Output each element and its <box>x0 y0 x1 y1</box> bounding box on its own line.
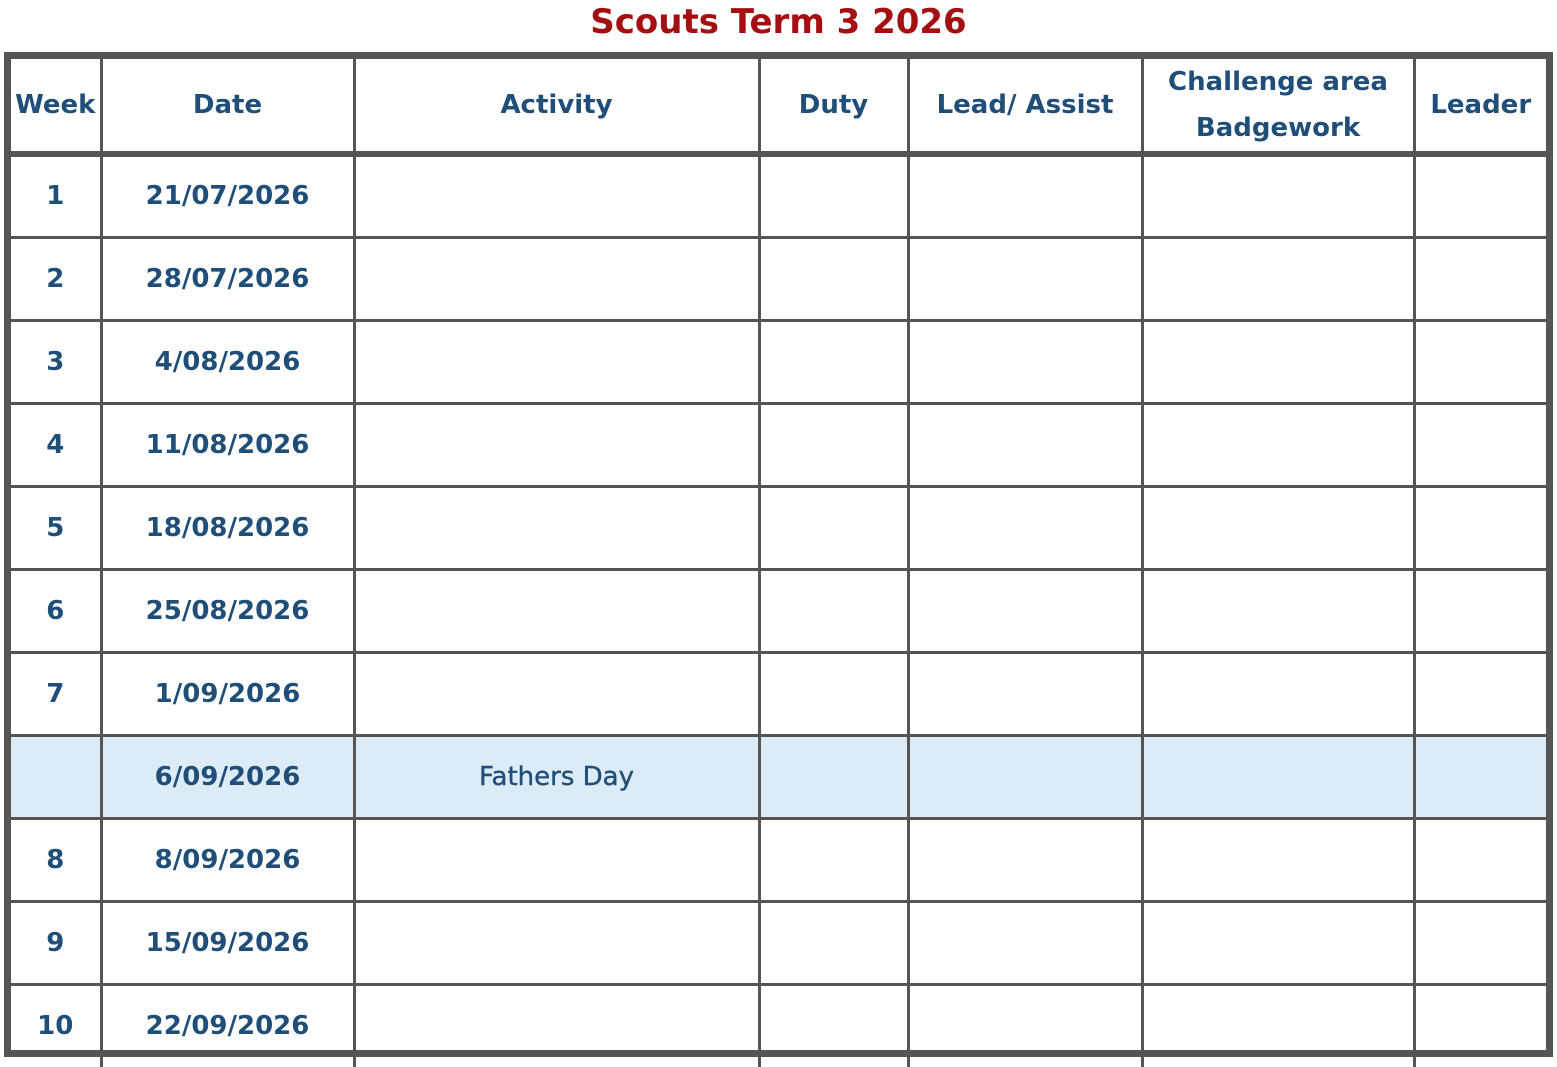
header-challenge-line1: Challenge area <box>1168 67 1388 97</box>
date-cell: 28/07/2026 <box>101 237 354 320</box>
challenge-cell[interactable] <box>1142 320 1414 403</box>
duty-cell[interactable] <box>759 154 908 237</box>
header-lead-assist: Lead/ Assist <box>908 59 1142 154</box>
week-cell: 6 <box>11 569 101 652</box>
leader-cell[interactable] <box>1414 237 1546 320</box>
lead-assist-cell[interactable] <box>908 735 1142 818</box>
challenge-cell[interactable] <box>1142 984 1414 1067</box>
date-cell: 11/08/2026 <box>101 403 354 486</box>
week-cell: 9 <box>11 901 101 984</box>
leader-cell[interactable] <box>1414 901 1546 984</box>
date-cell: 25/08/2026 <box>101 569 354 652</box>
duty-cell[interactable] <box>759 818 908 901</box>
week-cell: 4 <box>11 403 101 486</box>
leader-cell[interactable] <box>1414 818 1546 901</box>
duty-cell[interactable] <box>759 652 908 735</box>
schedule-table <box>11 59 1546 1067</box>
week-cell: 5 <box>11 486 101 569</box>
table-row <box>11 652 1546 735</box>
date-cell: 18/08/2026 <box>101 486 354 569</box>
duty-cell[interactable] <box>759 403 908 486</box>
activity-cell[interactable]: Fathers Day <box>354 735 759 818</box>
challenge-cell[interactable] <box>1142 901 1414 984</box>
header-week: Week <box>11 59 101 154</box>
table-row <box>11 818 1546 901</box>
lead-assist-cell[interactable] <box>908 154 1142 237</box>
leader-cell[interactable] <box>1414 403 1546 486</box>
header-challenge-area <box>1142 59 1414 154</box>
duty-cell[interactable] <box>759 320 908 403</box>
duty-cell[interactable] <box>759 486 908 569</box>
activity-cell[interactable] <box>354 320 759 403</box>
header-date: Date <box>101 59 354 154</box>
week-cell <box>11 735 101 818</box>
leader-cell[interactable] <box>1414 154 1546 237</box>
lead-assist-cell[interactable] <box>908 818 1142 901</box>
date-cell: 6/09/2026 <box>101 735 354 818</box>
activity-cell[interactable] <box>354 403 759 486</box>
table-row <box>11 486 1546 569</box>
leader-cell[interactable] <box>1414 652 1546 735</box>
header-duty: Duty <box>759 59 908 154</box>
table-row-holiday <box>11 735 1546 818</box>
activity-cell[interactable] <box>354 569 759 652</box>
activity-cell[interactable] <box>354 237 759 320</box>
duty-cell[interactable] <box>759 984 908 1067</box>
table-row <box>11 320 1546 403</box>
duty-cell[interactable] <box>759 735 908 818</box>
table-row <box>11 984 1546 1067</box>
page-title: Scouts Term 3 2026 <box>590 2 967 42</box>
header-activity: Activity <box>354 59 759 154</box>
date-cell: 21/07/2026 <box>101 154 354 237</box>
header-leader: Leader <box>1414 59 1546 154</box>
leader-cell[interactable] <box>1414 984 1546 1067</box>
challenge-cell[interactable] <box>1142 237 1414 320</box>
activity-cell[interactable] <box>354 818 759 901</box>
date-cell: 1/09/2026 <box>101 652 354 735</box>
date-cell: 15/09/2026 <box>101 901 354 984</box>
activity-cell[interactable] <box>354 652 759 735</box>
table-row <box>11 237 1546 320</box>
table-row <box>11 154 1546 237</box>
challenge-cell[interactable] <box>1142 735 1414 818</box>
challenge-cell[interactable] <box>1142 652 1414 735</box>
lead-assist-cell[interactable] <box>908 984 1142 1067</box>
challenge-cell[interactable] <box>1142 818 1414 901</box>
leader-cell[interactable] <box>1414 735 1546 818</box>
duty-cell[interactable] <box>759 237 908 320</box>
week-cell: 8 <box>11 818 101 901</box>
activity-cell[interactable] <box>354 901 759 984</box>
table-row <box>11 403 1546 486</box>
challenge-cell[interactable] <box>1142 403 1414 486</box>
leader-cell[interactable] <box>1414 569 1546 652</box>
activity-cell[interactable] <box>354 984 759 1067</box>
leader-cell[interactable] <box>1414 486 1546 569</box>
header-row <box>11 59 1546 154</box>
leader-cell[interactable] <box>1414 320 1546 403</box>
challenge-cell[interactable] <box>1142 569 1414 652</box>
schedule-table-frame <box>4 52 1553 1057</box>
lead-assist-cell[interactable] <box>908 569 1142 652</box>
challenge-cell[interactable] <box>1142 486 1414 569</box>
lead-assist-cell[interactable] <box>908 320 1142 403</box>
date-cell: 8/09/2026 <box>101 818 354 901</box>
lead-assist-cell[interactable] <box>908 237 1142 320</box>
lead-assist-cell[interactable] <box>908 486 1142 569</box>
duty-cell[interactable] <box>759 569 908 652</box>
date-cell: 4/08/2026 <box>101 320 354 403</box>
week-cell: 3 <box>11 320 101 403</box>
week-cell: 2 <box>11 237 101 320</box>
duty-cell[interactable] <box>759 901 908 984</box>
lead-assist-cell[interactable] <box>908 652 1142 735</box>
table-row <box>11 901 1546 984</box>
challenge-cell[interactable] <box>1142 154 1414 237</box>
date-cell: 22/09/2026 <box>101 984 354 1067</box>
week-cell: 10 <box>11 984 101 1067</box>
table-row <box>11 569 1546 652</box>
header-challenge-line2: Badgework <box>1195 113 1361 143</box>
activity-cell[interactable] <box>354 486 759 569</box>
week-cell: 1 <box>11 154 101 237</box>
week-cell: 7 <box>11 652 101 735</box>
lead-assist-cell[interactable] <box>908 403 1142 486</box>
activity-cell[interactable] <box>354 154 759 237</box>
lead-assist-cell[interactable] <box>908 901 1142 984</box>
